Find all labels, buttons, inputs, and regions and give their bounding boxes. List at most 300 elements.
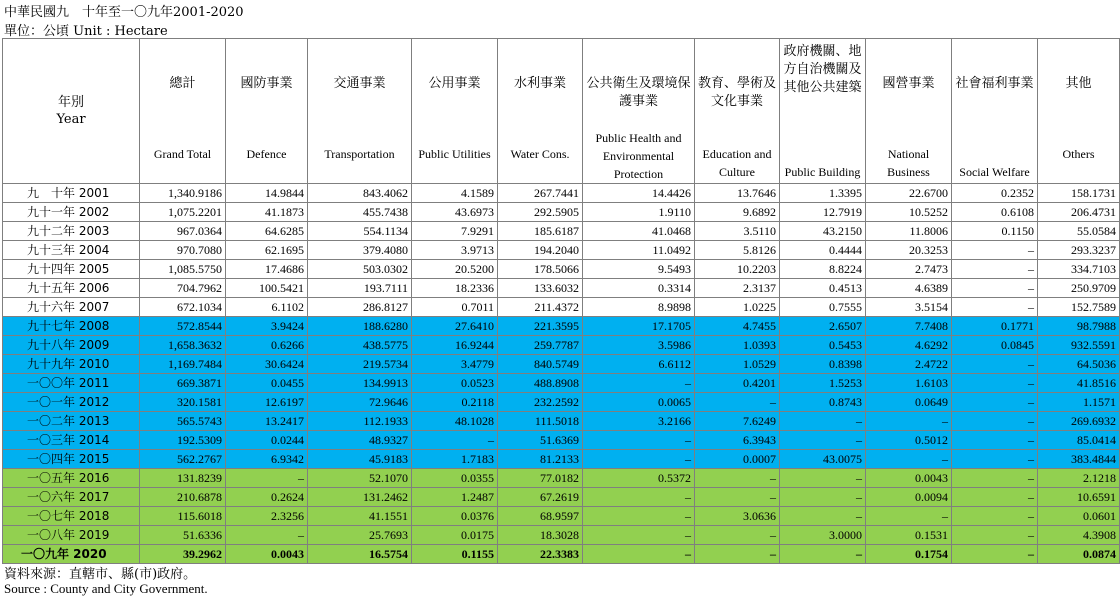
- value-cell: 85.0414: [1038, 431, 1120, 450]
- value-cell: 64.6285: [226, 222, 308, 241]
- value-cell: 669.3871: [140, 374, 226, 393]
- value-cell: 0.7011: [412, 298, 498, 317]
- year-cell: 一〇四年 2015: [3, 450, 140, 469]
- value-cell: –: [583, 374, 695, 393]
- value-cell: 16.5754: [308, 545, 412, 564]
- value-cell: –: [952, 241, 1038, 260]
- year-cell: 九十五年 2006: [3, 279, 140, 298]
- value-cell: 379.4080: [308, 241, 412, 260]
- value-cell: 67.2619: [498, 488, 583, 507]
- value-cell: 1,169.7484: [140, 355, 226, 374]
- value-cell: 16.9244: [412, 336, 498, 355]
- value-cell: 17.4686: [226, 260, 308, 279]
- value-cell: –: [952, 469, 1038, 488]
- value-cell: 111.5018: [498, 412, 583, 431]
- value-cell: 185.6187: [498, 222, 583, 241]
- table-row: [3, 298, 1120, 317]
- value-cell: 0.0376: [412, 507, 498, 526]
- value-cell: 20.5200: [412, 260, 498, 279]
- value-cell: 0.0007: [695, 450, 780, 469]
- table-row: [3, 336, 1120, 355]
- value-cell: 14.9844: [226, 184, 308, 203]
- table-row: [3, 431, 1120, 450]
- value-cell: 211.4372: [498, 298, 583, 317]
- value-cell: 0.5453: [780, 336, 866, 355]
- column-header: [226, 39, 308, 184]
- value-cell: 68.9597: [498, 507, 583, 526]
- table-row: [3, 393, 1120, 412]
- value-cell: –: [780, 431, 866, 450]
- value-cell: 48.1028: [412, 412, 498, 431]
- value-cell: 0.3314: [583, 279, 695, 298]
- table-row: [3, 526, 1120, 545]
- value-cell: 267.7441: [498, 184, 583, 203]
- value-cell: 221.3595: [498, 317, 583, 336]
- value-cell: –: [952, 374, 1038, 393]
- column-header-en: Transportation: [324, 147, 395, 161]
- value-cell: 1.9110: [583, 203, 695, 222]
- value-cell: 562.2767: [140, 450, 226, 469]
- value-cell: 51.6369: [498, 431, 583, 450]
- year-cell: 一〇七年 2018: [3, 507, 140, 526]
- value-cell: 27.6410: [412, 317, 498, 336]
- column-header-zh: 水利事業: [513, 76, 566, 91]
- value-cell: 4.7455: [695, 317, 780, 336]
- value-cell: –: [583, 488, 695, 507]
- value-cell: 3.4779: [412, 355, 498, 374]
- value-cell: 572.8544: [140, 317, 226, 336]
- value-cell: 2.3137: [695, 279, 780, 298]
- value-cell: 8.8224: [780, 260, 866, 279]
- value-cell: –: [226, 469, 308, 488]
- value-cell: 7.9291: [412, 222, 498, 241]
- value-cell: 320.1581: [140, 393, 226, 412]
- value-cell: –: [583, 507, 695, 526]
- value-cell: 0.1531: [866, 526, 952, 545]
- value-cell: 286.8127: [308, 298, 412, 317]
- year-cell: 九十一年 2002: [3, 203, 140, 222]
- value-cell: 3.5154: [866, 298, 952, 317]
- value-cell: –: [226, 526, 308, 545]
- column-header-en: Education and Culture: [702, 147, 772, 179]
- value-cell: 250.9709: [1038, 279, 1120, 298]
- value-cell: –: [583, 450, 695, 469]
- value-cell: 14.4426: [583, 184, 695, 203]
- value-cell: 0.5372: [583, 469, 695, 488]
- value-cell: 43.0075: [780, 450, 866, 469]
- value-cell: 1.0393: [695, 336, 780, 355]
- value-cell: 970.7080: [140, 241, 226, 260]
- year-cell: 一〇九年 2020: [3, 545, 140, 564]
- value-cell: 672.1034: [140, 298, 226, 317]
- year-cell: 九十六年 2007: [3, 298, 140, 317]
- year-cell: 九十四年 2005: [3, 260, 140, 279]
- table-row: [3, 203, 1120, 222]
- column-header-en: Public Utilities: [418, 147, 491, 161]
- value-cell: 12.7919: [780, 203, 866, 222]
- value-cell: 2.4722: [866, 355, 952, 374]
- value-cell: –: [695, 469, 780, 488]
- value-cell: 0.4444: [780, 241, 866, 260]
- table-row: [3, 222, 1120, 241]
- value-cell: 554.1134: [308, 222, 412, 241]
- value-cell: 0.0175: [412, 526, 498, 545]
- value-cell: 932.5591: [1038, 336, 1120, 355]
- value-cell: 0.4513: [780, 279, 866, 298]
- header-row: [3, 39, 1120, 184]
- value-cell: –: [952, 412, 1038, 431]
- column-header-en: Public Building: [784, 165, 861, 179]
- value-cell: 18.3028: [498, 526, 583, 545]
- value-cell: –: [866, 450, 952, 469]
- value-cell: 152.7589: [1038, 298, 1120, 317]
- table-row: [3, 545, 1120, 564]
- value-cell: 1.1571: [1038, 393, 1120, 412]
- value-cell: 0.8398: [780, 355, 866, 374]
- value-cell: 269.6932: [1038, 412, 1120, 431]
- value-cell: 3.2166: [583, 412, 695, 431]
- value-cell: 194.2040: [498, 241, 583, 260]
- value-cell: –: [952, 393, 1038, 412]
- value-cell: 0.0244: [226, 431, 308, 450]
- value-cell: 0.7555: [780, 298, 866, 317]
- column-header-en: Public Health and Environmental Protection: [595, 131, 682, 181]
- value-cell: 704.7962: [140, 279, 226, 298]
- table-row: [3, 488, 1120, 507]
- data-table: [2, 38, 1120, 564]
- value-cell: 2.6507: [780, 317, 866, 336]
- table-row: [3, 241, 1120, 260]
- value-cell: 0.6266: [226, 336, 308, 355]
- table-row: [3, 412, 1120, 431]
- value-cell: 158.1731: [1038, 184, 1120, 203]
- value-cell: 9.5493: [583, 260, 695, 279]
- value-cell: 1.5253: [780, 374, 866, 393]
- table-row: [3, 355, 1120, 374]
- value-cell: 0.1150: [952, 222, 1038, 241]
- column-header: [866, 39, 952, 184]
- value-cell: –: [780, 545, 866, 564]
- column-header-zh: 教育、學術及文化事業: [697, 76, 776, 109]
- value-cell: 0.1155: [412, 545, 498, 564]
- column-header-zh: 總計: [169, 76, 196, 91]
- value-cell: 1.0529: [695, 355, 780, 374]
- value-cell: 131.8239: [140, 469, 226, 488]
- value-cell: –: [952, 260, 1038, 279]
- year-header-zh: 年別: [57, 95, 84, 110]
- value-cell: 292.5905: [498, 203, 583, 222]
- value-cell: 188.6280: [308, 317, 412, 336]
- year-cell: 一〇六年 2017: [3, 488, 140, 507]
- value-cell: 967.0364: [140, 222, 226, 241]
- value-cell: 0.4201: [695, 374, 780, 393]
- table-row: [3, 260, 1120, 279]
- value-cell: 0.2352: [952, 184, 1038, 203]
- table-row: [3, 279, 1120, 298]
- value-cell: 1.0225: [695, 298, 780, 317]
- column-header: [308, 39, 412, 184]
- year-header-en: Year: [56, 112, 86, 127]
- value-cell: 133.6032: [498, 279, 583, 298]
- value-cell: 45.9183: [308, 450, 412, 469]
- column-header-zh: 國營事業: [882, 76, 935, 91]
- value-cell: –: [952, 507, 1038, 526]
- value-cell: 51.6336: [140, 526, 226, 545]
- year-cell: 九 十年 2001: [3, 184, 140, 203]
- column-header-en: Water Cons.: [510, 147, 570, 161]
- value-cell: 52.1070: [308, 469, 412, 488]
- value-cell: 219.5734: [308, 355, 412, 374]
- value-cell: 6.1102: [226, 298, 308, 317]
- value-cell: 13.2417: [226, 412, 308, 431]
- value-cell: 62.1695: [226, 241, 308, 260]
- column-header-en: Defence: [246, 147, 287, 161]
- value-cell: –: [952, 298, 1038, 317]
- value-cell: –: [583, 431, 695, 450]
- value-cell: 0.0455: [226, 374, 308, 393]
- column-header-zh: 交通事業: [333, 76, 386, 91]
- unit-label: 單位：公頃 Unit : Hectare: [4, 24, 168, 39]
- year-cell: 九十九年 2010: [3, 355, 140, 374]
- value-cell: 22.6700: [866, 184, 952, 203]
- value-cell: 8.9898: [583, 298, 695, 317]
- value-cell: 438.5775: [308, 336, 412, 355]
- column-header-zh: 社會福利事業: [955, 76, 1034, 91]
- value-cell: 115.6018: [140, 507, 226, 526]
- value-cell: 206.4731: [1038, 203, 1120, 222]
- value-cell: 1.3395: [780, 184, 866, 203]
- year-cell: 一〇五年 2016: [3, 469, 140, 488]
- value-cell: –: [695, 393, 780, 412]
- value-cell: 0.0094: [866, 488, 952, 507]
- value-cell: 112.1933: [308, 412, 412, 431]
- value-cell: 48.9327: [308, 431, 412, 450]
- value-cell: 2.1218: [1038, 469, 1120, 488]
- value-cell: 192.5309: [140, 431, 226, 450]
- value-cell: 232.2592: [498, 393, 583, 412]
- value-cell: –: [780, 488, 866, 507]
- value-cell: 9.6892: [695, 203, 780, 222]
- column-header: [498, 39, 583, 184]
- value-cell: 178.5066: [498, 260, 583, 279]
- value-cell: 565.5743: [140, 412, 226, 431]
- value-cell: 0.0043: [866, 469, 952, 488]
- value-cell: 134.9913: [308, 374, 412, 393]
- value-cell: 81.2133: [498, 450, 583, 469]
- value-cell: –: [780, 412, 866, 431]
- value-cell: 455.7438: [308, 203, 412, 222]
- value-cell: 11.0492: [583, 241, 695, 260]
- value-cell: 0.0874: [1038, 545, 1120, 564]
- column-header-zh: 其他: [1065, 76, 1092, 91]
- value-cell: 0.0601: [1038, 507, 1120, 526]
- value-cell: 0.0065: [583, 393, 695, 412]
- year-cell: 一〇〇年 2011: [3, 374, 140, 393]
- value-cell: –: [695, 526, 780, 545]
- column-header-zh: 國防事業: [240, 76, 293, 91]
- value-cell: –: [952, 545, 1038, 564]
- value-cell: 3.9424: [226, 317, 308, 336]
- year-cell: 九十三年 2004: [3, 241, 140, 260]
- value-cell: –: [952, 450, 1038, 469]
- value-cell: –: [412, 431, 498, 450]
- column-header-zh: 政府機關、地方自治機關及其他公共建築: [783, 44, 862, 95]
- value-cell: 6.9342: [226, 450, 308, 469]
- year-cell: 一〇二年 2013: [3, 412, 140, 431]
- year-cell: 九十七年 2008: [3, 317, 140, 336]
- year-cell: 九十二年 2003: [3, 222, 140, 241]
- value-cell: –: [952, 488, 1038, 507]
- value-cell: 0.0355: [412, 469, 498, 488]
- value-cell: 1.2487: [412, 488, 498, 507]
- value-cell: 2.7473: [866, 260, 952, 279]
- value-cell: 64.5036: [1038, 355, 1120, 374]
- value-cell: 1.6103: [866, 374, 952, 393]
- column-header: [140, 39, 226, 184]
- value-cell: –: [695, 545, 780, 564]
- year-column-header: [3, 39, 140, 184]
- table-row: [3, 374, 1120, 393]
- value-cell: –: [866, 507, 952, 526]
- value-cell: 843.4062: [308, 184, 412, 203]
- value-cell: 3.9713: [412, 241, 498, 260]
- value-cell: 293.3237: [1038, 241, 1120, 260]
- value-cell: 1,340.9186: [140, 184, 226, 203]
- source-note-zh: 資料來源：直轄市、縣(市)政府。: [4, 567, 197, 582]
- value-cell: 0.0043: [226, 545, 308, 564]
- value-cell: 0.0845: [952, 336, 1038, 355]
- source-note-en: Source : County and City Government.: [4, 581, 208, 596]
- column-header-zh: 公用事業: [428, 76, 481, 91]
- value-cell: 22.3383: [498, 545, 583, 564]
- value-cell: 10.5252: [866, 203, 952, 222]
- value-cell: 43.6973: [412, 203, 498, 222]
- column-header-zh: 公共衛生及環境保護事業: [586, 76, 691, 109]
- value-cell: 41.0468: [583, 222, 695, 241]
- value-cell: 1,085.5750: [140, 260, 226, 279]
- value-cell: 20.3253: [866, 241, 952, 260]
- value-cell: 1.7183: [412, 450, 498, 469]
- value-cell: 39.2962: [140, 545, 226, 564]
- value-cell: 6.3943: [695, 431, 780, 450]
- value-cell: 3.0000: [780, 526, 866, 545]
- value-cell: 3.5986: [583, 336, 695, 355]
- value-cell: 193.7111: [308, 279, 412, 298]
- column-header-en: Grand Total: [153, 147, 212, 161]
- year-cell: 一〇三年 2014: [3, 431, 140, 450]
- column-header: [1038, 39, 1120, 184]
- column-header: [583, 39, 695, 184]
- value-cell: –: [695, 488, 780, 507]
- value-cell: 18.2336: [412, 279, 498, 298]
- value-cell: 12.6197: [226, 393, 308, 412]
- value-cell: 77.0182: [498, 469, 583, 488]
- value-cell: –: [952, 526, 1038, 545]
- value-cell: 25.7693: [308, 526, 412, 545]
- value-cell: 41.8516: [1038, 374, 1120, 393]
- value-cell: 13.7646: [695, 184, 780, 203]
- value-cell: 72.9646: [308, 393, 412, 412]
- value-cell: 0.5012: [866, 431, 952, 450]
- value-cell: 131.2462: [308, 488, 412, 507]
- value-cell: 0.0523: [412, 374, 498, 393]
- value-cell: 0.1771: [952, 317, 1038, 336]
- value-cell: 100.5421: [226, 279, 308, 298]
- value-cell: 6.6112: [583, 355, 695, 374]
- value-cell: 5.8126: [695, 241, 780, 260]
- value-cell: 383.4844: [1038, 450, 1120, 469]
- value-cell: 30.6424: [226, 355, 308, 374]
- value-cell: 41.1873: [226, 203, 308, 222]
- value-cell: 0.0649: [866, 393, 952, 412]
- column-header: [412, 39, 498, 184]
- column-header: [952, 39, 1038, 184]
- value-cell: 4.6389: [866, 279, 952, 298]
- value-cell: 7.6249: [695, 412, 780, 431]
- value-cell: 1,658.3632: [140, 336, 226, 355]
- year-cell: 一〇一年 2012: [3, 393, 140, 412]
- table-title: 中華民國九 十年至一〇九年2001-2020: [4, 5, 244, 20]
- value-cell: 503.0302: [308, 260, 412, 279]
- value-cell: 0.1754: [866, 545, 952, 564]
- value-cell: –: [583, 526, 695, 545]
- value-cell: 3.5110: [695, 222, 780, 241]
- column-header: [780, 39, 866, 184]
- value-cell: 334.7103: [1038, 260, 1120, 279]
- table-row: [3, 450, 1120, 469]
- column-header: [695, 39, 780, 184]
- year-cell: 一〇八年 2019: [3, 526, 140, 545]
- value-cell: 259.7787: [498, 336, 583, 355]
- value-cell: –: [583, 545, 695, 564]
- value-cell: 4.3908: [1038, 526, 1120, 545]
- value-cell: 488.8908: [498, 374, 583, 393]
- table-row: [3, 317, 1120, 336]
- column-header-en: Others: [1062, 147, 1095, 161]
- column-header-en: Social Welfare: [959, 165, 1030, 179]
- value-cell: 55.0584: [1038, 222, 1120, 241]
- year-cell: 九十八年 2009: [3, 336, 140, 355]
- value-cell: –: [780, 469, 866, 488]
- value-cell: –: [952, 355, 1038, 374]
- value-cell: 10.6591: [1038, 488, 1120, 507]
- value-cell: 0.8743: [780, 393, 866, 412]
- value-cell: 10.2203: [695, 260, 780, 279]
- value-cell: 0.2118: [412, 393, 498, 412]
- value-cell: 11.8006: [866, 222, 952, 241]
- value-cell: –: [952, 279, 1038, 298]
- table-row: [3, 184, 1120, 203]
- value-cell: 98.7988: [1038, 317, 1120, 336]
- value-cell: 1,075.2201: [140, 203, 226, 222]
- value-cell: 0.2624: [226, 488, 308, 507]
- column-header-en: National Business: [887, 147, 930, 179]
- value-cell: 3.0636: [695, 507, 780, 526]
- value-cell: –: [866, 412, 952, 431]
- value-cell: –: [952, 431, 1038, 450]
- table-row: [3, 507, 1120, 526]
- value-cell: 840.5749: [498, 355, 583, 374]
- value-cell: 7.7408: [866, 317, 952, 336]
- table-row: [3, 469, 1120, 488]
- value-cell: 210.6878: [140, 488, 226, 507]
- value-cell: 43.2150: [780, 222, 866, 241]
- value-cell: 17.1705: [583, 317, 695, 336]
- value-cell: 0.6108: [952, 203, 1038, 222]
- value-cell: 2.3256: [226, 507, 308, 526]
- value-cell: 41.1551: [308, 507, 412, 526]
- value-cell: –: [780, 507, 866, 526]
